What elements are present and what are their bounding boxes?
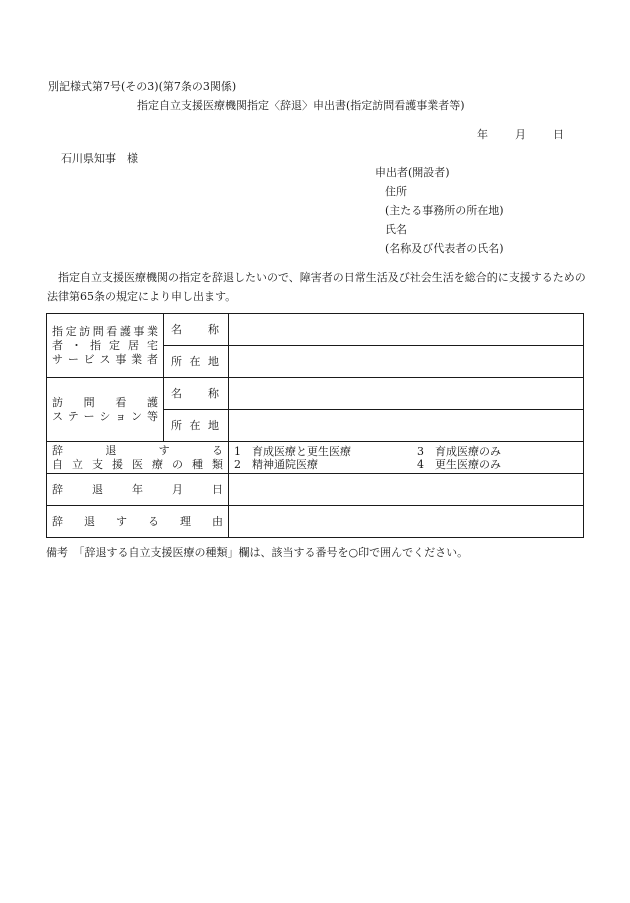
applicant-address-note: (主たる事務所の所在地) (385, 204, 504, 217)
date-line (477, 128, 564, 142)
provider-location-label: 所在地 (171, 354, 219, 368)
provider-name-label-cell (164, 314, 229, 346)
station-name-field[interactable] (229, 378, 584, 410)
kind-label-line-2: 自立支援医療の種類 (52, 457, 223, 471)
kind-option-3[interactable]: 3 育成医療のみ (417, 444, 501, 458)
provider-location-label-cell (164, 346, 229, 378)
date-day: 日 (553, 128, 564, 141)
kind-option-2[interactable]: 2 精神通院医療 (234, 457, 318, 471)
form-number: 別記様式第7号(その3)(第7条の3関係) (48, 80, 237, 93)
applicant-name-label: 氏名 (385, 223, 407, 236)
station-label-line-1: 訪問看護 (52, 395, 158, 409)
station-location-field[interactable] (229, 410, 584, 442)
kind-options-row-2 (234, 458, 583, 471)
provider-label-line-1: 指定訪問看護事業 (52, 324, 158, 338)
remark: 備考 「辞退する自立支援医療の種類」欄は、該当する番号を○印で囲んでください。 (46, 546, 469, 559)
station-label-cell (47, 378, 164, 442)
date-month: 月 (515, 128, 526, 141)
addressee: 石川県知事 様 (61, 152, 138, 165)
station-name-label: 名称 (171, 386, 219, 400)
provider-name-field[interactable] (229, 314, 584, 346)
provider-label-cell (47, 314, 164, 378)
applicant-address-label: 住所 (385, 185, 407, 198)
application-table (46, 313, 584, 538)
date-year: 年 (477, 128, 488, 141)
station-location-label: 所在地 (171, 418, 219, 432)
withdrawal-reason-field[interactable] (229, 506, 584, 538)
station-name-label-cell (164, 378, 229, 410)
applicant-heading: 申出者(開設者) (375, 166, 450, 179)
provider-label-line-2: 者・指定居宅 (52, 338, 158, 352)
reason-label-cell (47, 506, 229, 538)
kind-label-line-1: 辞退する (52, 443, 223, 457)
withdrawal-reason-label: 辞退する理由 (52, 514, 223, 528)
station-location-label-cell (164, 410, 229, 442)
kind-options-cell[interactable] (229, 442, 584, 474)
kind-option-4[interactable]: 4 更生医療のみ (417, 457, 501, 471)
station-label-line-2: ステーション等 (52, 409, 158, 423)
kind-option-1[interactable]: 1 育成医療と更生医療 (234, 444, 351, 458)
date-label-cell (47, 474, 229, 506)
document-title: 指定自立支援医療機関指定〈辞退〉申出書(指定訪問看護事業者等) (137, 99, 465, 112)
applicant-block (375, 166, 504, 261)
provider-label-line-3: サービス事業者 (52, 352, 158, 366)
provider-location-field[interactable] (229, 346, 584, 378)
kind-options-row-1 (234, 445, 583, 458)
body-text: 指定自立支援医療機関の指定を辞退したいので、障害者の日常生活及び社会生活を総合的に支援するための法律第65条の規定により申し出ます。 (47, 271, 586, 303)
withdrawal-date-label: 辞退年月日 (52, 482, 223, 496)
kind-label-cell (47, 442, 229, 474)
withdrawal-date-field[interactable] (229, 474, 584, 506)
applicant-name-note: (名称及び代表者の氏名) (385, 242, 504, 255)
provider-name-label: 名称 (171, 322, 219, 336)
